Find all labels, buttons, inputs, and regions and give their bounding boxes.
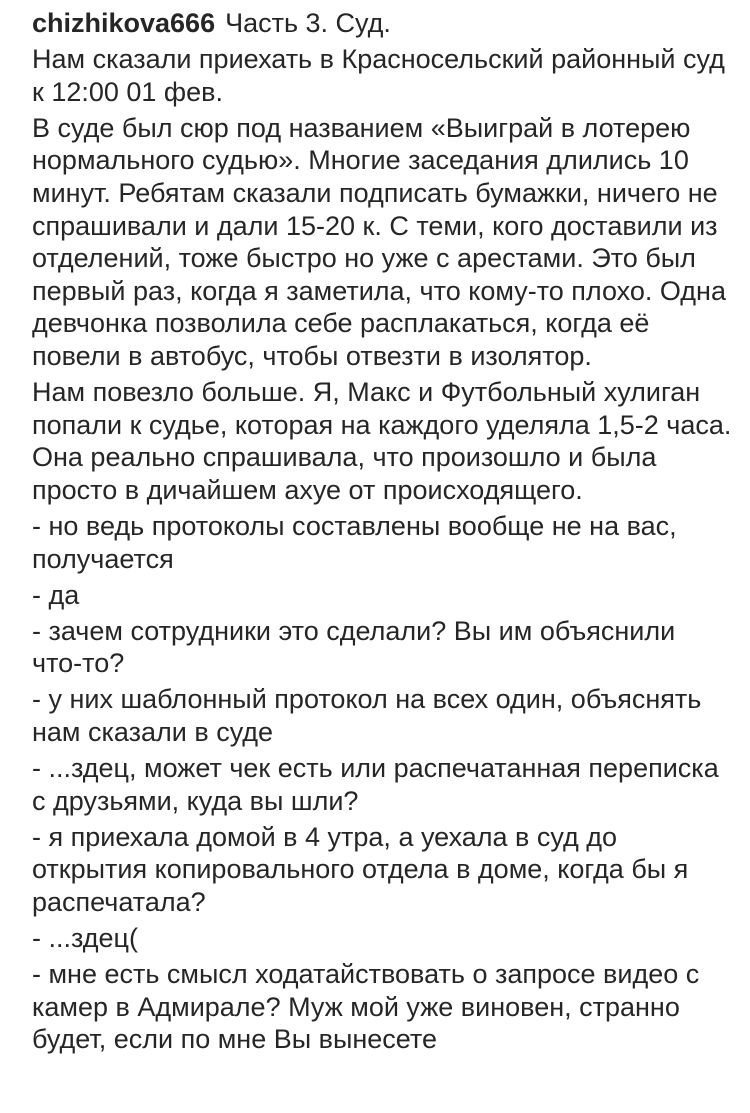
caption-paragraph: Нам повезло больше. Я, Макс и Футбольный хулиган попали к судье, которая на каждого уделяла 1,5-2 часа. Она реально спрашивала, что произошло и была просто в дичайшем ахуе от происходящего.	[32, 377, 732, 505]
dialogue-line: - ...здец(	[32, 923, 139, 954]
caption-paragraph: В суде был сюр под названием «Выиграй в лотерею нормального судью». Многие заседания длились 10 минут. Ребятам сказали подписать бумажки, ничего не спрашивали и дали 15-20 к. С теми, кого доставили из отделений, тоже быстро но уже с арестами. Это был первый раз, когда я заметила, что кому-то плохо. Одна девчонка позволила себе расплакаться, когда её повели в автобус, чтобы отвезти в изолятор.	[32, 112, 726, 371]
dialogue-line: - я приехала домой в 4 утра, а уехала в суд до открытия копировального отдела в доме, когда бы я распечатала?	[32, 821, 689, 917]
caption-header	[32, 0, 732, 40]
dialogue-line: - зачем сотрудники это сделали? Вы им объяснили что-то?	[32, 615, 676, 679]
dialogue-line: - но ведь протоколы составлены вообще не на вас, получается	[32, 510, 677, 574]
dialogue-line: - да	[32, 579, 80, 610]
dialogue-line: - мне есть смысл ходатайствовать о запросе видео с камер в Адмирале? Муж мой уже виновен, странно будет, если по мне Вы вынесете	[32, 959, 700, 1055]
post-caption	[32, 0, 732, 1059]
dialogue-line: - у них шаблонный протокол на всех один, объяснять нам сказали в суде	[32, 684, 702, 747]
caption-title: Часть 3. Суд.	[225, 8, 391, 38]
caption-paragraph: Нам сказали приехать в Красносельский районный суд к 12:00 01 фев.	[32, 44, 725, 107]
username-link[interactable]: chizhikova666	[32, 8, 216, 38]
dialogue-line: - ...здец, может чек есть или распечатанная переписка с друзьями, куда вы шли?	[32, 753, 719, 816]
